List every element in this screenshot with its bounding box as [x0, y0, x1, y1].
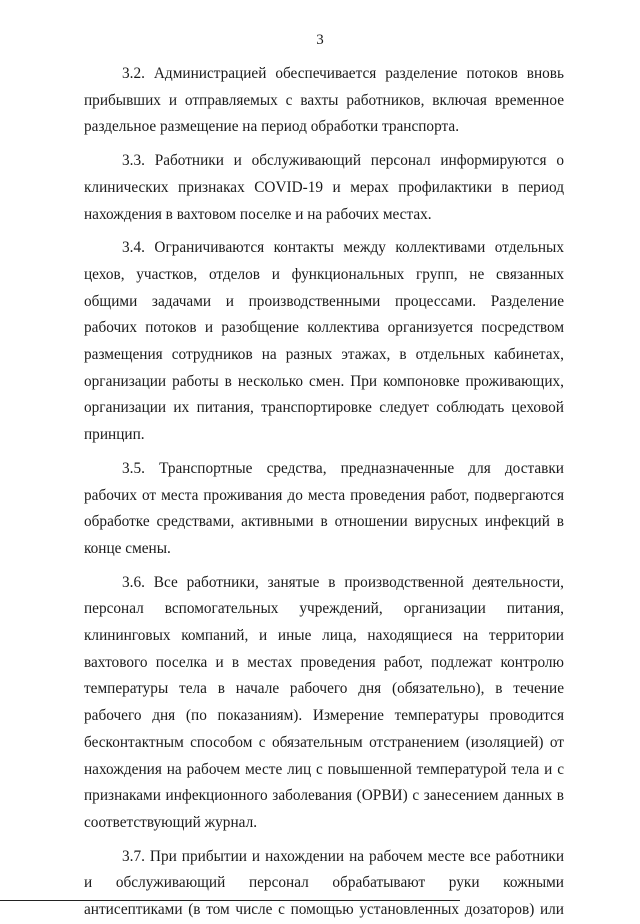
document-body — [84, 61, 564, 924]
paragraph-3-2: 3.2. Администрацией обеспечивается разделение потоков вновь прибывших и отправляемых с вахты работников, включая временное раздельное размещение на период обработки транспорта. — [84, 65, 564, 136]
paragraph-3-6: 3.6. Все работники, занятые в производственной деятельности, персонал вспомогательных учреждений, организации питания, клининговых компаний, и иные лица, находящиеся на территории вахтового поселка и в местах проведения работ, подлежат контролю температуры тела в начале рабочего дня (обязательно), в течение рабочего дня (по показаниям). Измерение температуры проводится бесконтактным способом с обязательным отстранением (изоляцией) от нахождения на рабочем месте лиц с повышенной температурой тела и с признаками инфекционного заболевания (ОРВИ) с занесением данных в соответствующий журнал. — [84, 573, 564, 831]
paragraph-3-7: 3.7. При прибытии и нахождении на рабочем месте все работники и обслуживающий персонал обрабатывают руки кожными антисептиками (в том числе с помощью установленных дозаторов) или — [84, 847, 564, 919]
paragraph-3-5: 3.5. Транспортные средства, предназначенные для доставки рабочих от места проживания до места проведения работ, подвергаются обработке средствами, активными в отношении вирусных инфекций в конце смены. — [84, 459, 564, 557]
page-number: 3 — [316, 32, 324, 48]
paragraph-3-3: 3.3. Работники и обслуживающий персонал информируются о клинических признаках COVID-19 и мерах профилактики в период нахождения в вахтовом поселке и на рабочих местах. — [84, 152, 564, 223]
paragraph-3-4: 3.4. Ограничиваются контакты между коллективами отдельных цехов, участков, отделов и функциональных групп, не связанных общими задачами и производственными процессами. Разделение рабочих потоков и разобщение коллектива организуется посредством размещения сотрудников на разных этажах, в отдельных кабинетах, организации работы в несколько смен. При компоновке проживающих, организации их питания, транспортировке следует соблюдать цеховой принцип. — [84, 239, 564, 444]
page-bottom-rule — [0, 900, 460, 901]
